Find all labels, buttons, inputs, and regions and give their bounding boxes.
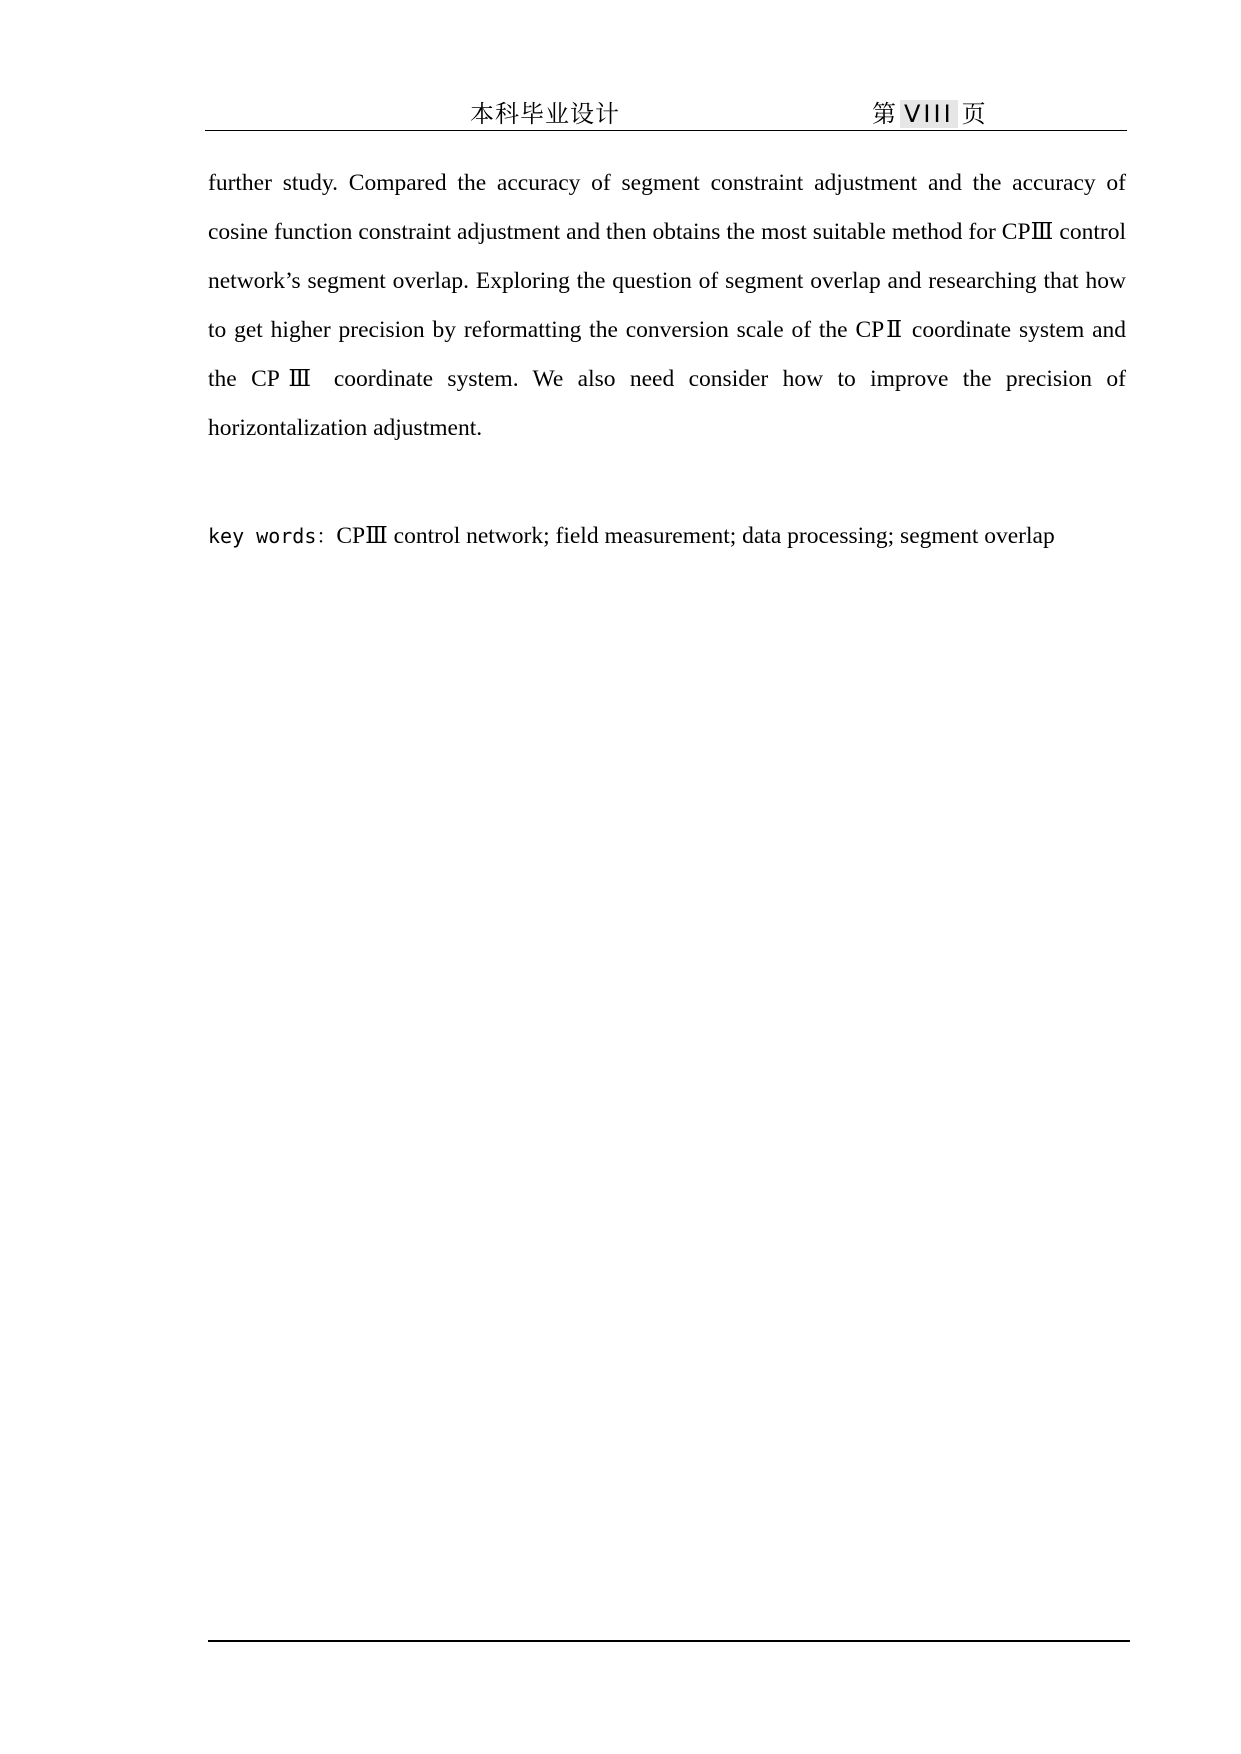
keywords-values: CPⅢ control network; field measurement; data processing; segment overlap — [336, 523, 1055, 549]
abstract-paragraph: further study. Compared the accuracy of segment constraint adjustment and the accuracy of cosine function constraint adjustment and then obtains the most suitable method for CPⅢ control network’s segment overlap. Exploring the question of segment overlap and researching that how to get higher precision by reformatting the conversion scale of the CPⅡ coordinate system and the CPⅢ coordinate system. We also need consider how to improve the precision of horizontalization adjustment. — [208, 170, 1126, 441]
page-header — [205, 88, 1127, 131]
page-suffix: 页 — [961, 100, 986, 128]
header-title: 本科毕业设计 — [470, 100, 620, 128]
page-number-roman: VIII — [900, 100, 958, 128]
header-page-number — [872, 94, 986, 129]
keywords-label: key words： — [208, 524, 337, 548]
keywords-line — [208, 520, 1168, 550]
page-prefix: 第 — [872, 100, 896, 128]
footer-divider — [208, 1640, 1130, 1642]
